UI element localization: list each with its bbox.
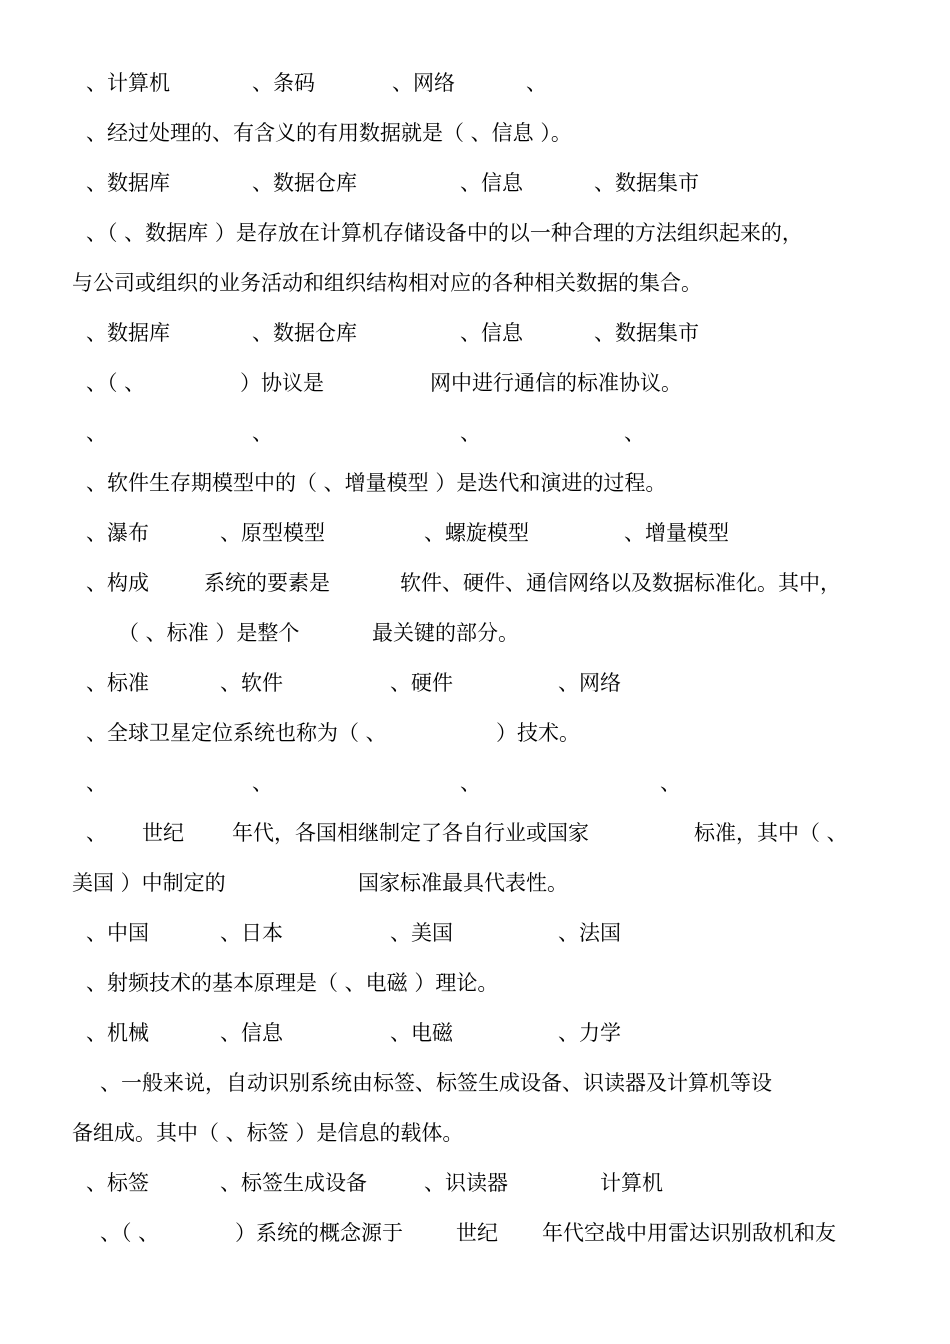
text-line [0,1016,950,1050]
text-segment: 、网络 [558,671,621,695]
text-segment: 、中国 [86,921,149,945]
text-segment: （ 、标准 ）是整个 [118,621,300,645]
text-segment: 、数据仓库 [252,321,357,345]
text-segment: 、增量模型 [624,521,729,545]
text-line [0,616,950,650]
text-segment: 、硬件 [390,671,453,695]
text-segment: 、数据库 [86,321,170,345]
text-line [0,966,950,1000]
text-line [0,116,950,150]
text-segment: 、（ 、数据库 ）是存放在计算机存储设备中的以一种合理的方法组织起来的， [86,221,803,245]
text-segment: 、 [526,71,547,95]
text-segment: 年代，各国相继制定了各自行业或国家 [232,821,589,845]
text-segment: 、力学 [558,1021,621,1045]
text-segment: 、识读器 [424,1171,508,1195]
text-segment: 与公司或组织的业务活动和组织结构相对应的各种相关数据的集合。 [72,271,702,295]
text-segment: 计算机 [600,1171,663,1195]
text-segment: 、（ 、 [86,371,146,395]
text-line [0,766,950,800]
text-segment: 系统的要素是 [204,571,330,595]
text-line [0,1066,950,1100]
text-line [0,1216,950,1250]
text-segment: ）技术。 [496,721,580,745]
text-segment: 、数据集市 [594,321,699,345]
text-segment: 、电磁 [390,1021,453,1045]
text-segment: 、数据仓库 [252,171,357,195]
text-line [0,66,950,100]
text-line [0,466,950,500]
text-segment: 、一般来说，自动识别系统由标签、标签生成设备、识读器及计算机等设 [100,1071,772,1095]
text-line [0,566,950,600]
text-segment: 、软件生存期模型中的（ 、增量模型 ）是迭代和演进的过程。 [86,471,667,495]
text-segment: 、全球卫星定位系统也称为（ 、 [86,721,387,745]
text-segment: 、数据集市 [594,171,699,195]
text-line [0,266,950,300]
text-segment: 标准，其中（ 、 [694,821,848,845]
text-segment: 、构成 [86,571,149,595]
text-line [0,166,950,200]
text-segment: 、软件 [220,671,283,695]
text-segment: 、标签 [86,1171,149,1195]
text-segment: 、信息 [220,1021,283,1045]
text-segment: 、 [252,421,273,445]
text-line [0,416,950,450]
text-segment: 软件、硬件、通信网络以及数据标准化。其中， [400,571,841,595]
text-segment: 美国 ）中制定的 [72,871,226,895]
text-segment: 、标准 [86,671,149,695]
text-segment: 、 [624,421,645,445]
text-segment: 、（ 、 [100,1221,160,1245]
text-segment: 网中进行通信的标准协议。 [430,371,682,395]
text-segment: 、 [86,821,107,845]
text-segment: 、计算机 [86,71,170,95]
text-segment: 、 [86,421,107,445]
text-line [0,666,950,700]
text-line [0,1116,950,1150]
text-segment: 备组成。其中（ 、标签 ）是信息的载体。 [72,1121,464,1145]
text-line [0,516,950,550]
text-segment: ）系统的概念源于 [235,1221,403,1245]
text-line [0,216,950,250]
text-segment: 、网络 [392,71,455,95]
text-segment: 世纪 [456,1221,498,1245]
text-line [0,316,950,350]
text-segment: 、信息 [460,321,523,345]
text-segment: 年代空战中用雷达识别敌机和友 [542,1221,836,1245]
text-segment: 、日本 [220,921,283,945]
text-segment: 、 [460,771,481,795]
text-segment: 、机械 [86,1021,149,1045]
text-segment: 、标签生成设备 [220,1171,367,1195]
text-segment: 、 [86,771,107,795]
text-segment: ）协议是 [240,371,324,395]
text-line [0,866,950,900]
text-line [0,366,950,400]
text-segment: 、信息 [460,171,523,195]
text-line [0,916,950,950]
text-segment: 世纪 [142,821,184,845]
text-segment: 、 [660,771,681,795]
text-segment: 、美国 [390,921,453,945]
text-segment: 、原型模型 [220,521,325,545]
text-segment: 、数据库 [86,171,170,195]
text-segment: 最关键的部分。 [372,621,519,645]
text-segment: 、法国 [558,921,621,945]
text-segment: 、经过处理的、有含义的有用数据就是（ 、信息 ）。 [86,121,572,145]
text-segment: 国家标准最具代表性。 [358,871,568,895]
text-line [0,816,950,850]
text-segment: 、 [252,771,273,795]
text-line [0,716,950,750]
text-segment: 、螺旋模型 [424,521,529,545]
text-segment: 、条码 [252,71,315,95]
text-segment: 、瀑布 [86,521,149,545]
text-segment: 、 [460,421,481,445]
text-line [0,1166,950,1200]
text-segment: 、射频技术的基本原理是（ 、电磁 ）理论。 [86,971,499,995]
